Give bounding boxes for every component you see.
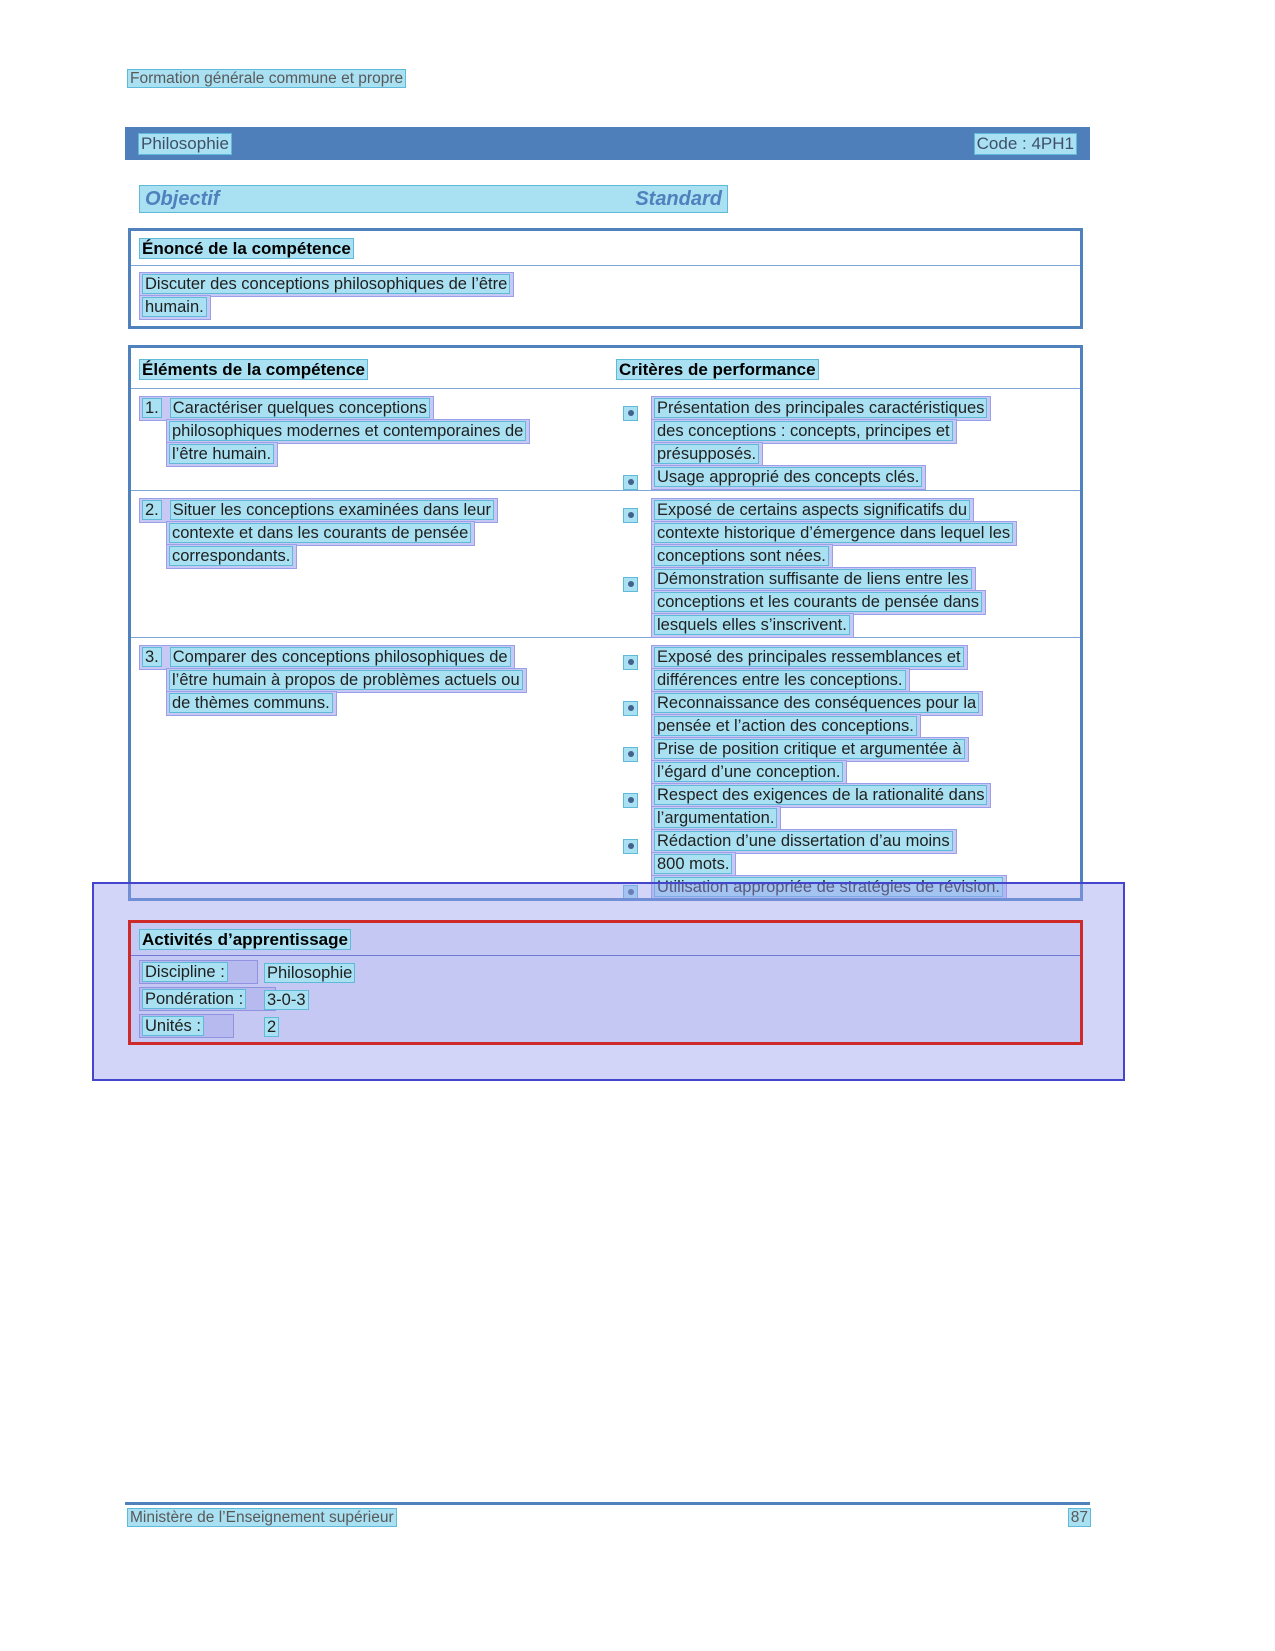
criterion-line: l’égard d’une conception. <box>657 763 841 781</box>
footer-ministry <box>128 1509 396 1527</box>
activites-label: Discipline : <box>145 963 225 981</box>
enonce-line: Discuter des conceptions philosophiques de l’être <box>145 275 508 293</box>
activites-row <box>131 960 1080 987</box>
footer-page-number <box>1020 1509 1090 1527</box>
objectif-heading: Objectif <box>145 187 220 210</box>
activites-value: 2 <box>267 1018 277 1036</box>
table-row <box>131 389 1080 491</box>
criterion-line: présupposés. <box>657 445 757 463</box>
element-line: Comparer des conceptions philosophiques de <box>172 648 508 666</box>
criterion-line: 800 mots. <box>657 855 730 873</box>
criterion-line: Rédaction d’une dissertation d’au moins <box>657 832 950 850</box>
course-header-bar <box>125 127 1090 160</box>
criterion-line: différences entre les conceptions. <box>657 671 903 689</box>
criteria-cell <box>617 646 1080 900</box>
criterion-line: Exposé des principales ressemblances et <box>657 648 961 666</box>
element-line: contexte et dans les courants de pensée <box>172 524 469 542</box>
element-line: correspondants. <box>172 547 291 565</box>
criterion-line: l’argumentation. <box>657 809 775 827</box>
element-number: 1. <box>145 399 159 417</box>
element-line: de thèmes communs. <box>172 694 330 712</box>
criteres-column-header: Critères de performance <box>619 360 816 379</box>
bullet-icon <box>624 794 637 807</box>
footer-divider <box>125 1502 1090 1505</box>
criterion-line: Exposé de certains aspects significatifs du <box>657 501 967 519</box>
page-header-label <box>128 70 405 88</box>
criterion-line: Respect des exigences de la rationalité dans <box>657 786 985 804</box>
activites-apprentissage-box <box>128 920 1083 1045</box>
criterion-line: contexte historique d’émergence dans lequel les <box>657 524 1011 542</box>
bullet-icon <box>624 656 637 669</box>
criterion-line: Reconnaissance des conséquences pour la <box>657 694 977 712</box>
footer-ministry-text: Ministère de l’Enseignement supérieur <box>130 1509 394 1526</box>
element-line: l’être humain à propos de problèmes actuels ou <box>172 671 520 689</box>
bullet-icon <box>624 840 637 853</box>
course-code: Code : 4PH1 <box>976 133 1074 153</box>
criteria-cell <box>617 397 1080 490</box>
bullet-icon <box>624 886 637 899</box>
criterion-line: des conceptions : concepts, principes et <box>657 422 950 440</box>
competence-table-header <box>131 348 1080 389</box>
table-row <box>131 491 1080 638</box>
activites-row <box>131 987 1080 1014</box>
element-number: 3. <box>145 648 159 666</box>
criteria-cell <box>617 499 1080 637</box>
criterion-line: Utilisation appropriée de stratégies de révision. <box>657 878 1001 896</box>
bullet-icon <box>624 702 637 715</box>
activites-value: 3-0-3 <box>267 991 306 1009</box>
enonce-line: humain. <box>145 298 204 316</box>
table-row <box>131 638 1080 900</box>
enonce-competence-box <box>128 228 1083 329</box>
element-cell <box>131 397 617 490</box>
criterion-line: Prise de position critique et argumentée à <box>657 740 962 758</box>
enonce-title: Énoncé de la compétence <box>142 239 351 258</box>
element-line: philosophiques modernes et contemporaines de <box>172 422 524 440</box>
element-line: Caractériser quelques conceptions <box>172 399 427 417</box>
competence-table <box>128 345 1083 901</box>
activites-label: Unités : <box>145 1017 201 1035</box>
activites-row <box>131 1014 1080 1041</box>
bullet-icon <box>624 407 637 420</box>
footer-page-number-text: 87 <box>1070 1509 1088 1526</box>
bullet-icon <box>624 509 637 522</box>
enonce-title-row <box>131 231 1080 266</box>
page-header-text: Formation générale commune et propre <box>130 70 404 87</box>
course-title: Philosophie <box>141 133 229 153</box>
elements-column-header: Éléments de la compétence <box>142 360 365 379</box>
activites-value: Philosophie <box>267 964 353 982</box>
bullet-icon <box>624 748 637 761</box>
criterion-line: Démonstration suffisante de liens entre les <box>657 570 969 588</box>
criterion-line: lesquels elles s’inscrivent. <box>657 616 847 634</box>
element-line: Situer les conceptions examinées dans leur <box>172 501 492 519</box>
activites-rows <box>131 956 1080 1041</box>
bullet-icon <box>624 476 637 489</box>
criterion-line: Usage approprié des concepts clés. <box>657 468 920 486</box>
criterion-line: pensée et l’action des conceptions. <box>657 717 914 735</box>
activites-title: Activités d’apprentissage <box>142 930 348 949</box>
element-number: 2. <box>145 501 159 519</box>
criterion-line: conceptions sont nées. <box>657 547 826 565</box>
criterion-line: Présentation des principales caractéristiques <box>657 399 985 417</box>
criterion-line: conceptions et les courants de pensée dans <box>657 593 979 611</box>
activites-title-row <box>131 923 1080 956</box>
activites-label: Pondération : <box>145 990 244 1008</box>
element-cell <box>131 646 617 900</box>
bullet-icon <box>624 578 637 591</box>
enonce-body <box>131 266 1080 319</box>
element-line: l’être humain. <box>172 445 272 463</box>
standard-heading: Standard <box>635 187 722 210</box>
section-headings-strip <box>140 186 727 212</box>
element-cell <box>131 499 617 637</box>
